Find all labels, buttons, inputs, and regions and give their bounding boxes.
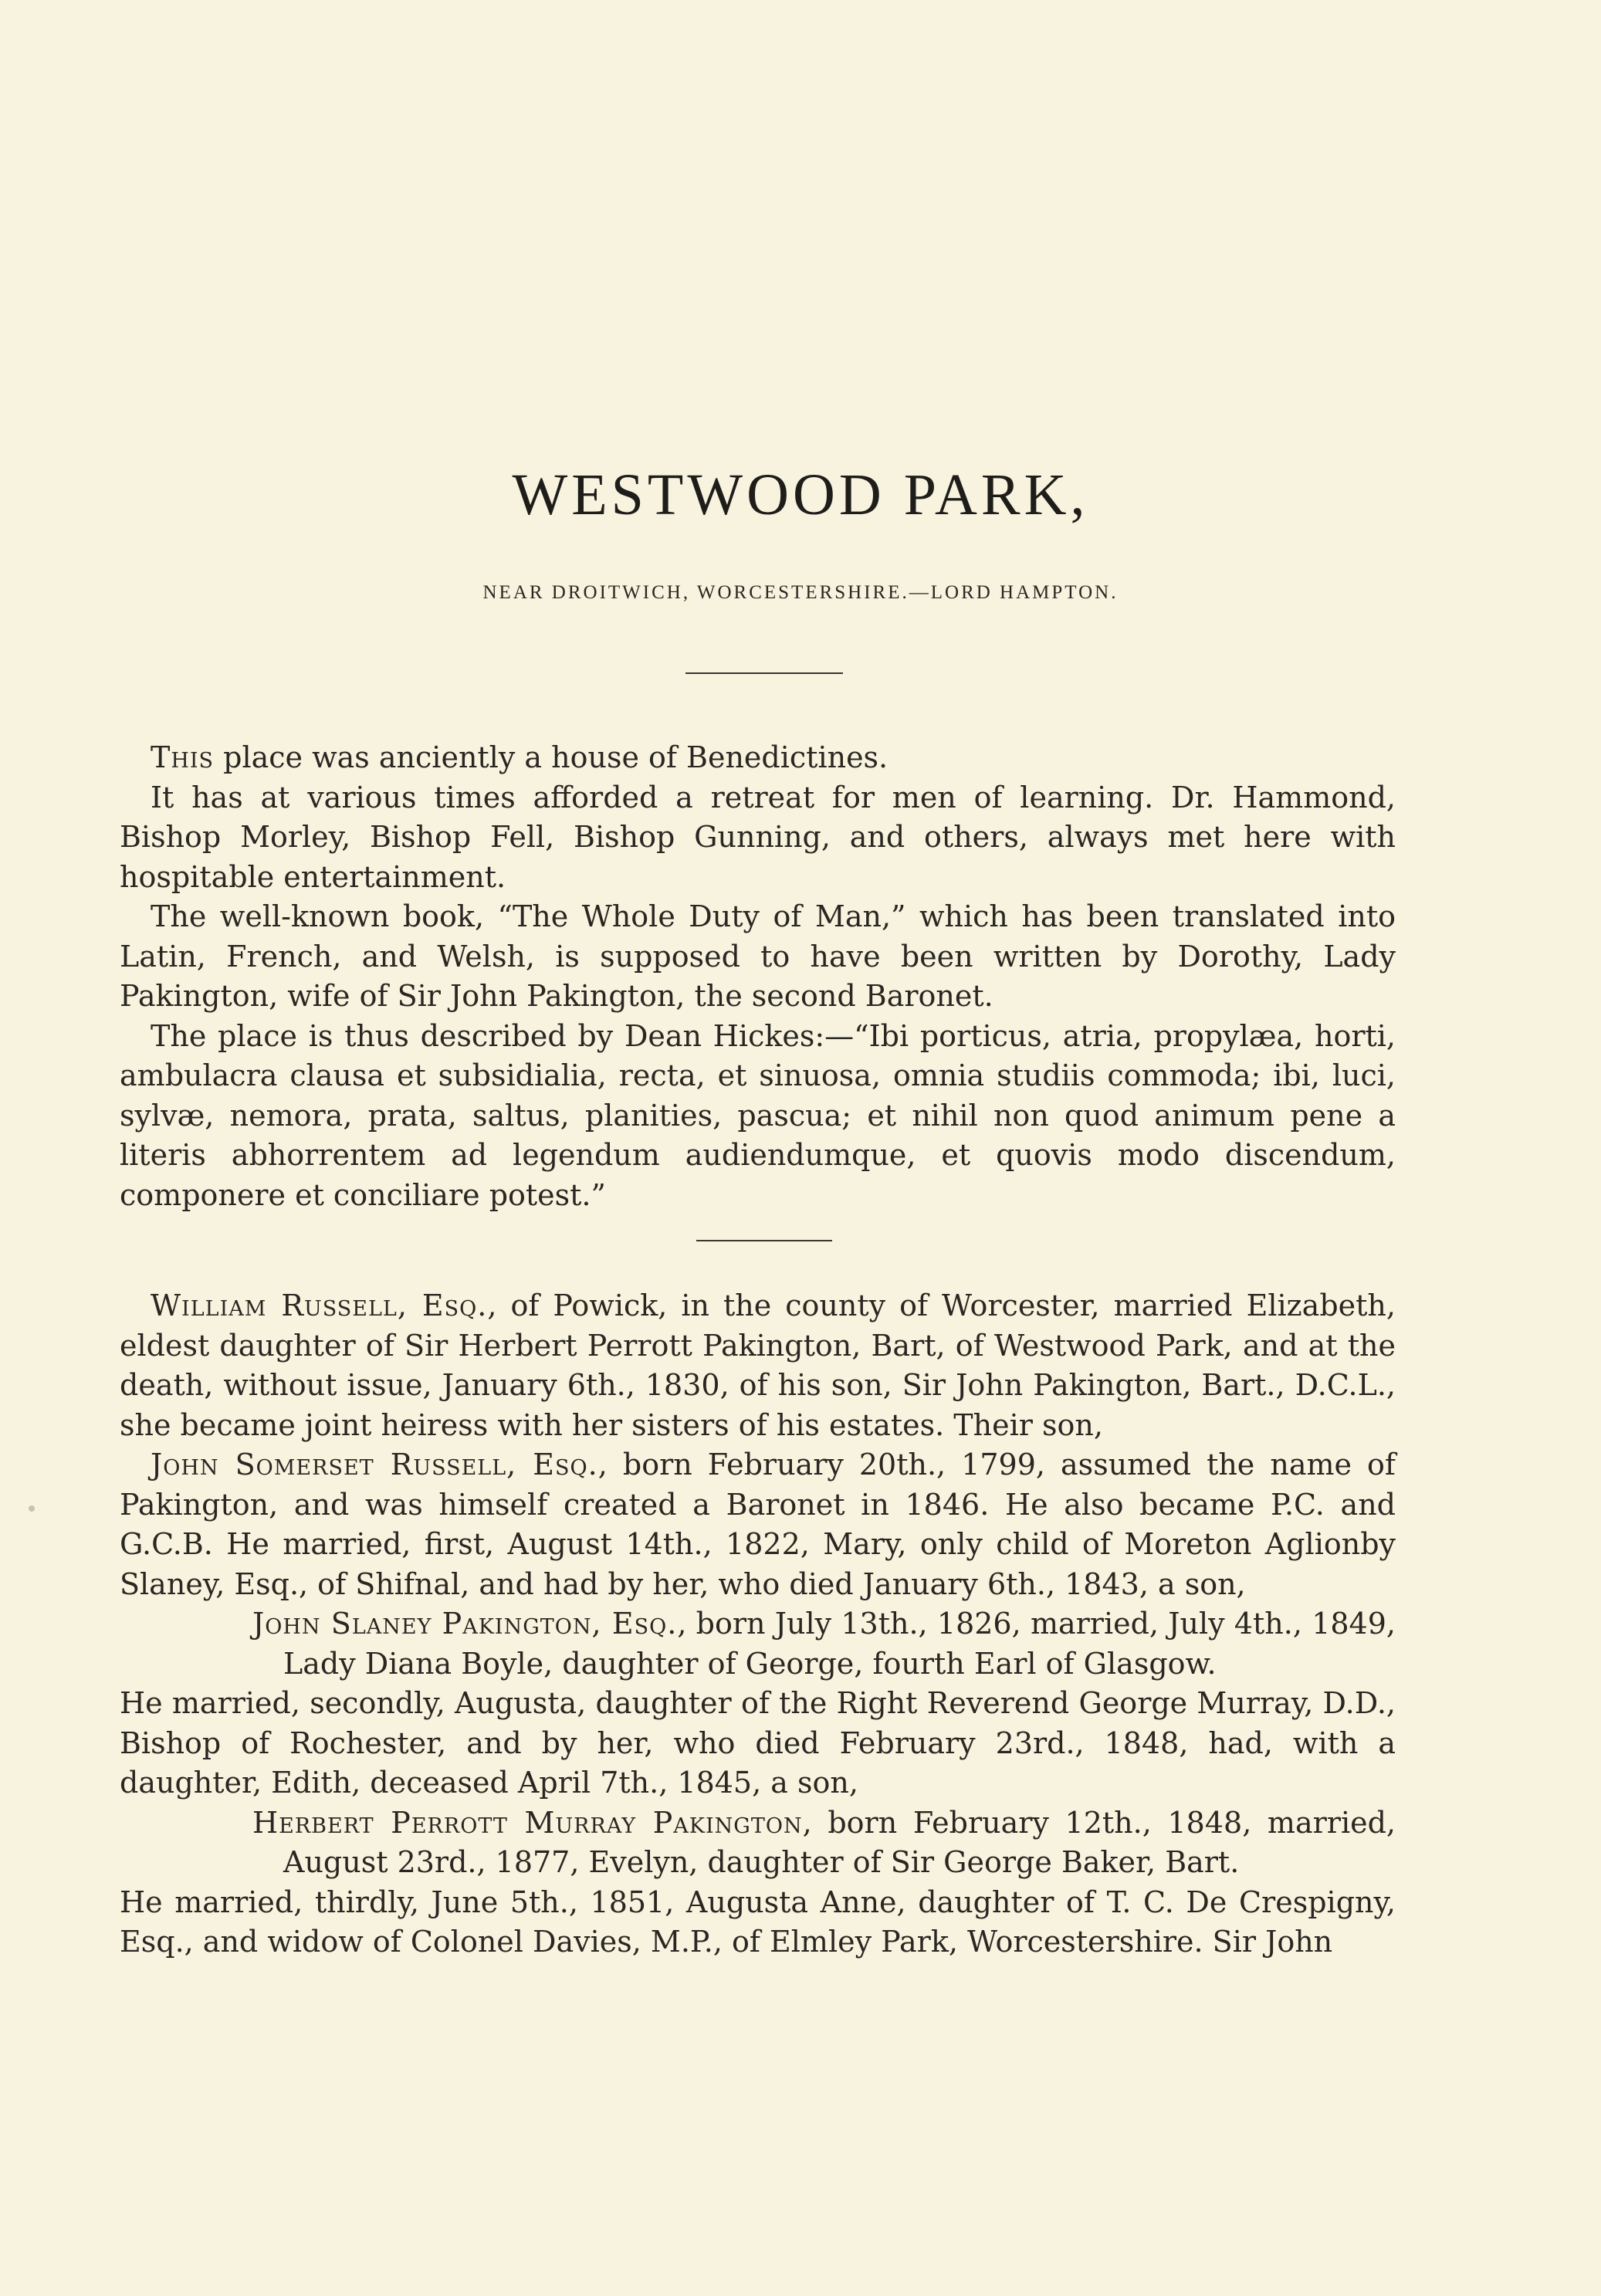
- intro-paragraph-4: The place is thus described by Dean Hickes:—“Ibi porticus, atria, propylæa, horti, ambulacra clausa et subsidialia, recta, et sinuosa, omnia studiis commoda; ibi, luci, sylvæ, nemora, prata, saltus, planities, pascua; et nihil non quod animum pene a literis abhorrentem ad legendum audiendumque, et quovis modo discendum, componere et conciliare potest.”: [120, 1018, 1396, 1212]
- intro-paragraph-3: The well-known book, “The Whole Duty of Man,” which has been translated into Latin, French, and Welsh, is supposed to have been written by Dorothy, Lady Pakington, wife of Sir John Pakington, the second Baronet.: [120, 899, 1396, 1013]
- genealogy-name-1: William Russell, Esq.: [151, 1289, 488, 1322]
- genealogy-paragraph-5: [120, 1803, 1396, 1883]
- intro-paragraph-1-lead: This: [151, 740, 215, 774]
- genealogy-text-5: , born February 12th., 1848, married, August 23rd., 1877, Evelyn, daughter of Sir George Baker, Bart.: [283, 1805, 1396, 1879]
- intro-paragraph-1: [120, 738, 1396, 778]
- genealogy-paragraph-1: [120, 1286, 1396, 1445]
- intro-section: [120, 738, 1396, 1215]
- genealogy-paragraph-6: He married, thirdly, June 5th., 1851, Augusta Anne, daughter of T. C. De Crespigny, Esq., and widow of Colonel Davies, M.P., of Elmley Park, Worcestershire. Sir John: [120, 1885, 1396, 1959]
- genealogy-name-3: John Slaney Pakington, Esq.: [252, 1607, 678, 1641]
- genealogy-name-5: Herbert Perrott Murray Pakington: [252, 1805, 803, 1840]
- paper-speck: [29, 1505, 35, 1512]
- title-divider: [685, 672, 843, 674]
- intro-paragraph-2: It has at various times afforded a retreat for men of learning. Dr. Hammond, Bishop Morley, Bishop Fell, Bishop Gunning, and others, always met here with hospitable entertainment.: [120, 780, 1396, 894]
- genealogy-name-2: John Somerset Russell, Esq.: [151, 1448, 598, 1482]
- page-title: WESTWOOD PARK,: [512, 462, 1089, 527]
- genealogy-paragraph-2: [120, 1445, 1396, 1604]
- genealogy-text-3: , born July 13th., 1826, married, July 4th., 1849, Lady Diana Boyle, daughter of George, fourth Earl of Glasgow.: [283, 1607, 1396, 1681]
- section-divider: [696, 1240, 832, 1241]
- genealogy-text-2: , born February 20th., 1799, assumed the name of Pakington, and was himself created a Baronet in 1846. He also became P.C. and G.C.B. He married, first, August 14th., 1822, Mary, only child of Moreton Aglionby Slaney, Esq., of Shifnal, and had by her, who died January 6th., 1843, a son,: [120, 1448, 1396, 1601]
- genealogy-paragraph-4: He married, secondly, Augusta, daughter of the Right Reverend George Murray, D.D., Bishop of Rochester, and by her, who died February 23rd., 1848, had, with a daughter, Edith, deceased April 7th., 1845, a son,: [120, 1686, 1396, 1800]
- genealogy-paragraph-3: [120, 1604, 1396, 1684]
- page-subtitle: NEAR DROITWICH, WORCESTERSHIRE.—LORD HAMPTON.: [482, 582, 1119, 603]
- genealogy-text-1: , of Powick, in the county of Worcester, married Elizabeth, eldest daughter of Sir Herbert Perrott Pakington, Bart, of Westwood Park, and at the death, without issue, January 6th., 1830, of his son, Sir John Pakington, Bart., D.C.L., she became joint heiress with her sisters of his estates. Their son,: [120, 1289, 1396, 1442]
- intro-paragraph-1-text: place was anciently a house of Benedictines.: [214, 740, 889, 774]
- genealogy-section: [120, 1286, 1396, 1962]
